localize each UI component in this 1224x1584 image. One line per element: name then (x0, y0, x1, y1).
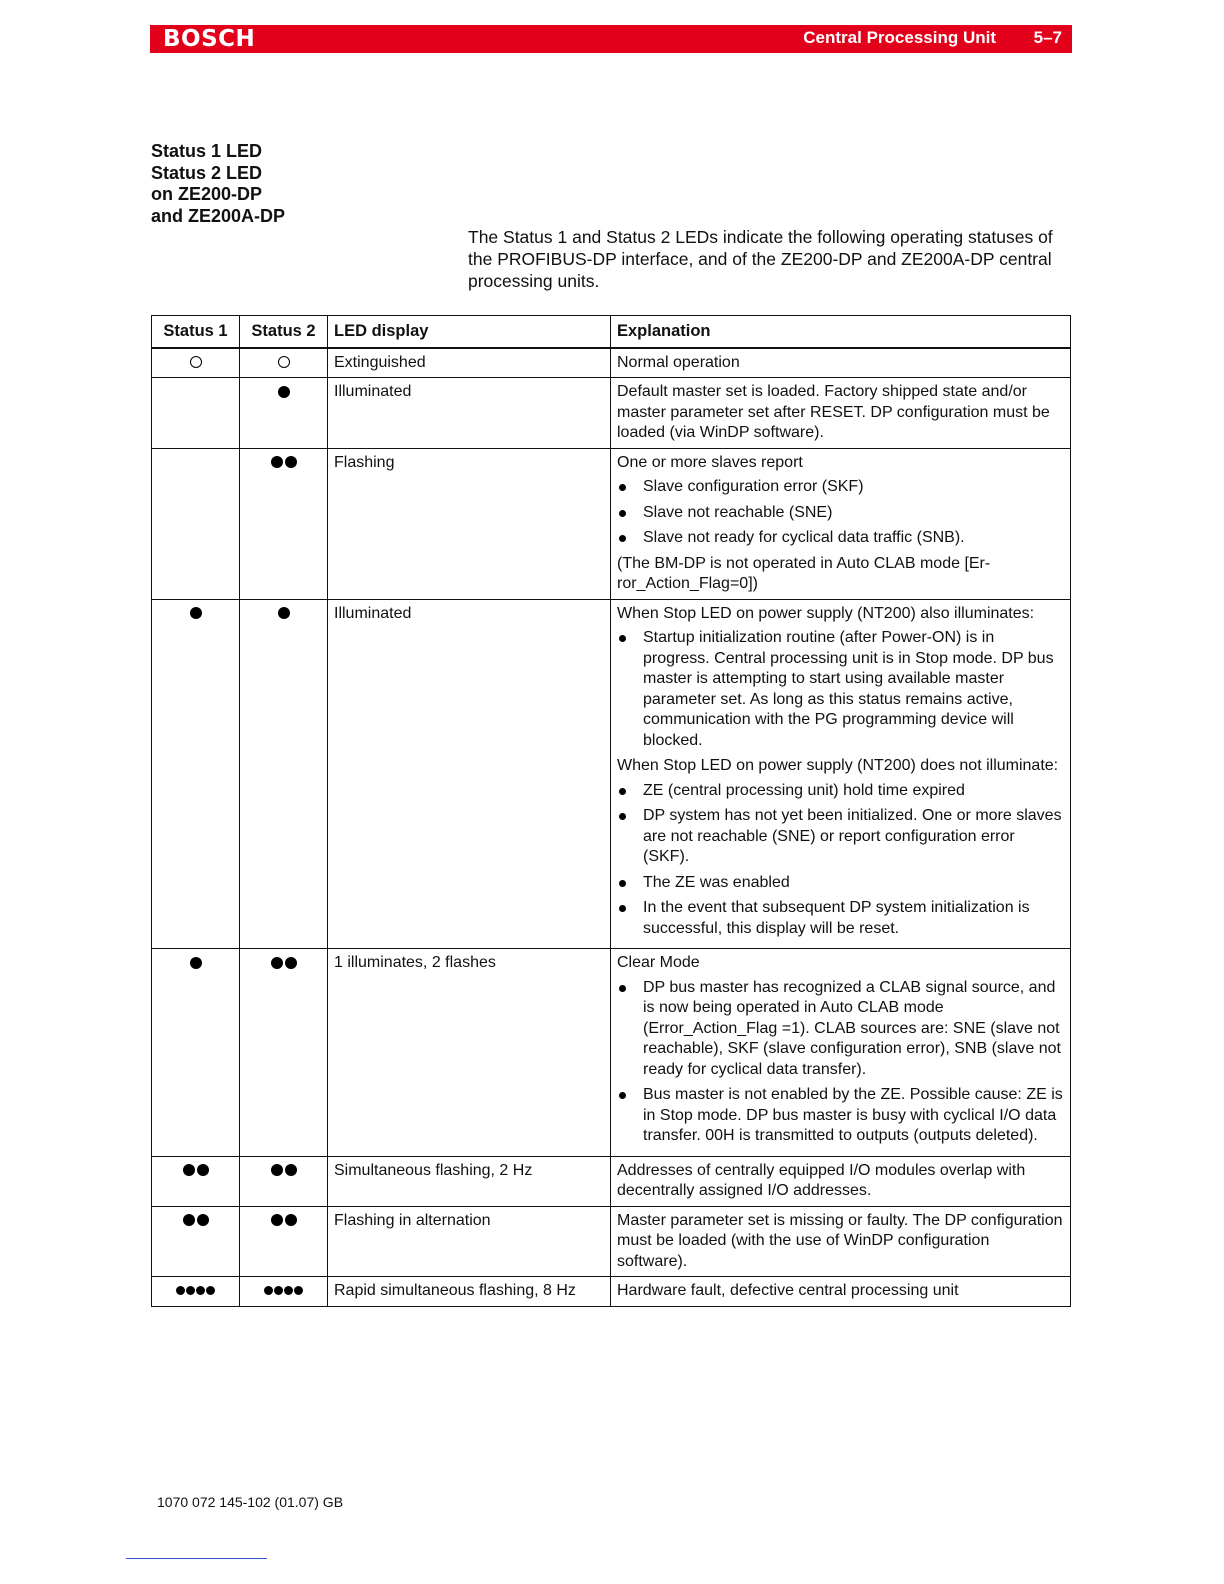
led-flashing-icon (270, 954, 298, 971)
explanation-cell (611, 949, 1071, 1157)
status-1-cell (152, 448, 240, 599)
explanation-text: Hardware fault, defective central processing unit (617, 1282, 959, 1299)
led-display-cell: Rapid simultaneous flashing, 8 Hz (328, 1277, 611, 1307)
led-on-icon (190, 607, 202, 619)
led-display-cell: Extinguished (328, 348, 611, 378)
explanation-text: When Stop LED on power supply (NT200) does not illuminate: (617, 757, 1059, 774)
explanation-text: When Stop LED on power supply (NT200) also illuminates: (617, 604, 1035, 622)
led-dot-icon (285, 1164, 297, 1176)
led-display-cell: Flashing in alternation (328, 1206, 611, 1277)
led-dot-icon (264, 1286, 273, 1295)
explanation-text: Master parameter set is missing or faulty. The DP configuration must be loaded (with the use of WinDP configuration software). (617, 1211, 1063, 1270)
explanation-cell (611, 348, 1071, 378)
table-row (152, 1277, 1071, 1307)
status-1-cell (152, 1156, 240, 1206)
led-display-cell: Flashing (328, 448, 611, 599)
led-dot-icon (285, 957, 297, 969)
explanation-cell (611, 599, 1071, 949)
heading-line: Status 2 LED (151, 162, 263, 183)
status-2-cell (240, 1206, 328, 1277)
explanation-text: Clear Mode (617, 954, 700, 971)
heading-line: Status 1 LED (151, 141, 263, 161)
table-row (152, 599, 1071, 949)
status-2-cell (240, 448, 328, 599)
status-1-cell (152, 1277, 240, 1307)
status-2-cell (240, 348, 328, 378)
table-row (152, 1156, 1071, 1206)
led-indicator (189, 605, 203, 622)
status-2-cell (240, 949, 328, 1157)
document-number: 1070 072 145-102 (01.07) GB (157, 1494, 344, 1510)
heading-line: on ZE200-DP (151, 184, 263, 204)
explanation-text: (The BM-DP is not operated in Auto CLAB mode [Error_Action_Flag=0]) (617, 554, 991, 592)
bullet-item: In the event that subsequent DP system initialization is successful, this display will be reset. (617, 898, 1064, 939)
explanation-text: One or more slaves report (617, 453, 803, 471)
page-number: 5–7 (1033, 28, 1062, 47)
bullet-item: Slave not reachable (SNE) (617, 503, 1064, 524)
brand-logo: BOSCH (163, 26, 256, 52)
table-row (152, 348, 1071, 378)
footer-rule (126, 1558, 267, 1559)
led-dot-icon (206, 1286, 215, 1295)
explanation-cell (611, 1277, 1071, 1307)
table-row (152, 949, 1071, 1157)
led-dot-icon (271, 456, 283, 468)
bullet-list (617, 477, 1064, 549)
bullet-item: Startup initialization routine (after Power-ON) is in progress. Central processing unit is in Stop mode. DP bus master is attempting to start using available master parameter set. As long as this status remains active, communication with the PG programming device will blocked. (617, 628, 1064, 751)
led-display-cell: Illuminated (328, 599, 611, 949)
bullet-item: DP system has not yet been initialized. One or more slaves are not reachable (SNE) or report configuration error (SKF). (617, 806, 1064, 868)
led-flashing-icon (270, 1212, 298, 1229)
led-display-cell: Illuminated (328, 378, 611, 449)
explanation-cell (611, 448, 1071, 599)
led-display-cell: 1 illuminates, 2 flashes (328, 949, 611, 1157)
led-rapid-flashing-icon (176, 1282, 216, 1299)
led-rapid-flashing-icon (264, 1282, 304, 1299)
status-2-cell (240, 378, 328, 449)
status-1-cell (152, 599, 240, 949)
led-indicator (190, 354, 202, 371)
bullet-list (617, 978, 1064, 1147)
explanation-cell (611, 378, 1071, 449)
explanation-cell (611, 1206, 1071, 1277)
bullet-item: ZE (central processing unit) hold time expired (617, 781, 1064, 802)
led-dot-icon (271, 1214, 283, 1226)
led-flashing-icon (270, 454, 298, 471)
bullet-list (617, 781, 1064, 940)
bullet-item: Slave not ready for cyclical data traffic (SNB). (617, 528, 1064, 549)
status-2-cell (240, 1277, 328, 1307)
status-2-cell (240, 599, 328, 949)
status-1-cell (152, 348, 240, 378)
led-flashing-icon (182, 1162, 210, 1179)
bullet-item: The ZE was enabled (617, 873, 1064, 894)
led-dot-icon (271, 957, 283, 969)
status-1-cell (152, 1206, 240, 1277)
led-dot-icon (183, 1164, 195, 1176)
led-display-cell: Simultaneous flashing, 2 Hz (328, 1156, 611, 1206)
led-indicator (189, 954, 203, 971)
status-1-cell (152, 949, 240, 1157)
led-on-icon (190, 957, 202, 969)
led-indicator (277, 605, 291, 622)
bullet-item: Slave configuration error (SKF) (617, 477, 1064, 498)
led-dot-icon (271, 1164, 283, 1176)
led-dot-icon (285, 1214, 297, 1226)
led-off-icon (278, 356, 290, 368)
chapter-title: Central Processing Unit (803, 28, 996, 47)
header-status-2: Status 2 (240, 316, 328, 348)
led-off-icon (190, 356, 202, 368)
led-on-icon (278, 607, 290, 619)
heading-line: and ZE200A-DP (151, 205, 286, 226)
explanation-text: Default master set is loaded. Factory shipped state and/or master parameter set after RESET. DP configuration must be loaded (via WinDP software). (617, 383, 1050, 441)
led-dot-icon (196, 1286, 205, 1295)
led-status-table (151, 315, 1071, 1307)
led-dot-icon (294, 1286, 303, 1295)
status-2-cell (240, 1156, 328, 1206)
led-flashing-icon (270, 1162, 298, 1179)
bullet-item: DP bus master has recognized a CLAB signal source, and is now being operated in Auto CLAB mode (Error_Action_Flag =1). CLAB sources are: SNE (slave not reachable), SKF (slave configuration error), SNB (slave not ready for cyclical data transfer). (617, 978, 1064, 1081)
intro-paragraph: The Status 1 and Status 2 LEDs indicate the following operating statuses of the PROFIBUS-DP interface, and of the ZE200-DP and ZE200A-DP central processing units. (468, 227, 1053, 291)
led-indicator (277, 383, 291, 400)
led-dot-icon (197, 1214, 209, 1226)
explanation-cell (611, 1156, 1071, 1206)
led-dot-icon (176, 1286, 185, 1295)
header-status-1: Status 1 (152, 316, 240, 348)
header-led-display: LED display (328, 316, 611, 348)
led-dot-icon (197, 1164, 209, 1176)
led-on-icon (278, 386, 290, 398)
led-indicator (278, 354, 290, 371)
led-dot-icon (183, 1214, 195, 1226)
led-dot-icon (285, 456, 297, 468)
led-flashing-icon (182, 1212, 210, 1229)
explanation-text: Addresses of centrally equipped I/O modules overlap with decentrally assigned I/O addresses. (617, 1161, 1026, 1199)
led-dot-icon (284, 1286, 293, 1295)
table-row (152, 1206, 1071, 1277)
led-dot-icon (274, 1286, 283, 1295)
bullet-item: Bus master is not enabled by the ZE. Possible cause: ZE is in Stop mode. DP bus master is busy with cyclical I/O data transfer. 00H is transmitted to outputs (outputs deleted). (617, 1085, 1064, 1147)
page-header (150, 25, 1072, 53)
table-row (152, 378, 1071, 449)
explanation-text: Normal operation (617, 353, 740, 371)
table-header-row (152, 316, 1071, 348)
header-explanation: Explanation (611, 316, 1071, 348)
led-dot-icon (186, 1286, 195, 1295)
status-1-cell (152, 378, 240, 449)
bullet-list (617, 628, 1064, 751)
table-row (152, 448, 1071, 599)
section-heading (151, 141, 285, 227)
